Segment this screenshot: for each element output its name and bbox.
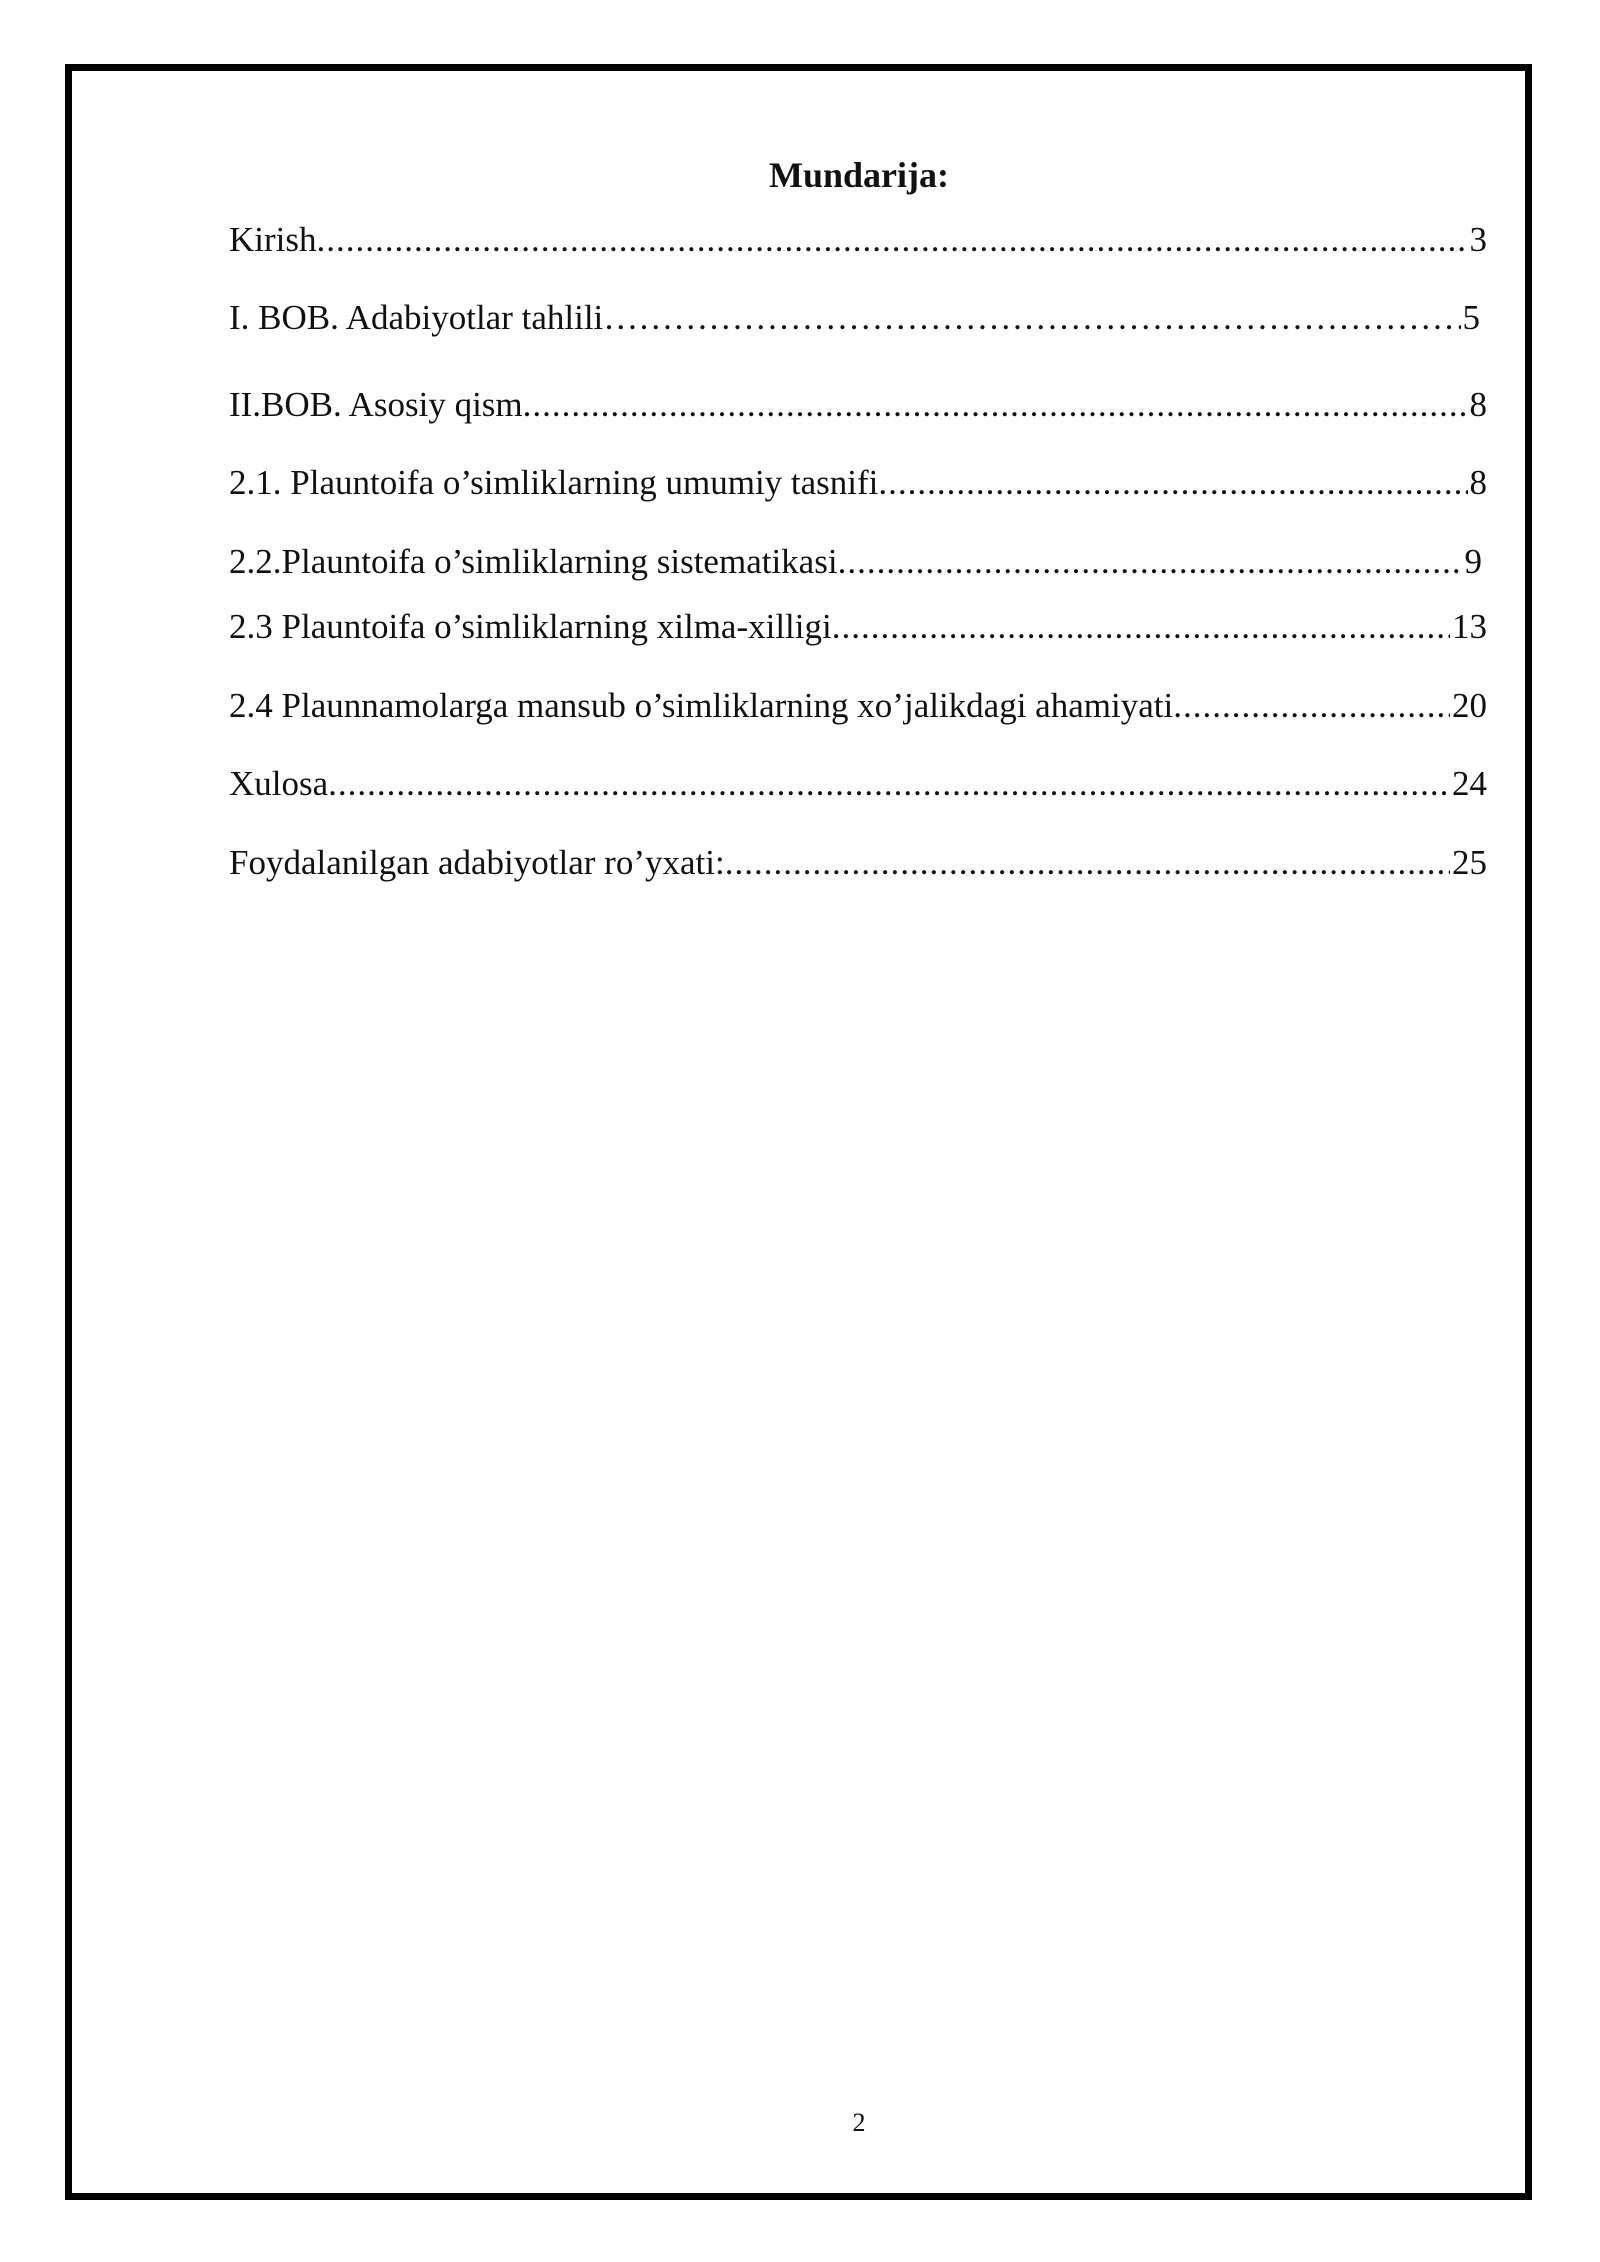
toc-entry-label: 2.2.Plauntoifa o’simliklarning sistematikasi — [229, 542, 838, 581]
toc-entry-label: 2.1. Plauntoifa o’simliklarning umumiy tasnifi — [229, 463, 879, 502]
page-number: 2 — [852, 2108, 866, 2137]
toc-entry-2-2[interactable] — [229, 540, 1482, 584]
toc-entry-page: 20 — [1452, 686, 1487, 725]
dot-leader — [603, 296, 1460, 340]
dot-leader — [832, 605, 1450, 649]
toc-entry-bob-1[interactable] — [229, 296, 1480, 340]
toc-entry-page: 5 — [1462, 298, 1480, 337]
dot-leader — [838, 540, 1463, 584]
toc-entry-page: 8 — [1469, 463, 1487, 502]
toc-entry-label: Foydalanilgan adabiyotlar ro’yxati: — [229, 843, 725, 882]
toc-title: Mundarija: — [769, 155, 949, 195]
toc-entry-label: I. BOB. Adabiyotlar tahlili — [229, 298, 604, 337]
dot-leader — [328, 762, 1450, 806]
toc-entry-page: 13 — [1452, 607, 1487, 646]
dot-leader — [878, 461, 1467, 505]
dot-leader — [317, 218, 1468, 262]
toc-entry-label: Xulosa — [229, 764, 329, 803]
toc-entry-label: 2.4 Plaunnamolarga mansub o’simliklarning xo’jalikdagi ahamiyati — [229, 686, 1174, 725]
dot-leader — [725, 841, 1450, 885]
toc-entry-page: 8 — [1469, 385, 1487, 424]
toc-entry-page: 24 — [1452, 764, 1487, 803]
toc-entry-2-1[interactable] — [229, 461, 1487, 505]
dot-leader — [1173, 684, 1450, 728]
toc-entry-bob-2[interactable] — [229, 383, 1487, 427]
dot-leader — [523, 383, 1468, 427]
toc-entry-page: 3 — [1469, 220, 1487, 259]
toc-entry-xulosa[interactable] — [229, 762, 1487, 806]
toc-entry-kirish[interactable] — [229, 218, 1487, 262]
toc-entry-2-3[interactable] — [229, 605, 1487, 649]
toc-entry-label: Kirish — [229, 220, 317, 259]
toc-entry-references[interactable] — [229, 841, 1487, 885]
toc-entry-label: 2.3 Plauntoifa o’simliklarning xilma-xilligi — [229, 607, 832, 646]
toc-entry-page: 25 — [1452, 843, 1487, 882]
toc-entry-label: II.BOB. Asosiy qism — [229, 385, 523, 424]
toc-entry-2-4[interactable] — [229, 684, 1487, 728]
toc-entry-page: 9 — [1464, 542, 1482, 581]
